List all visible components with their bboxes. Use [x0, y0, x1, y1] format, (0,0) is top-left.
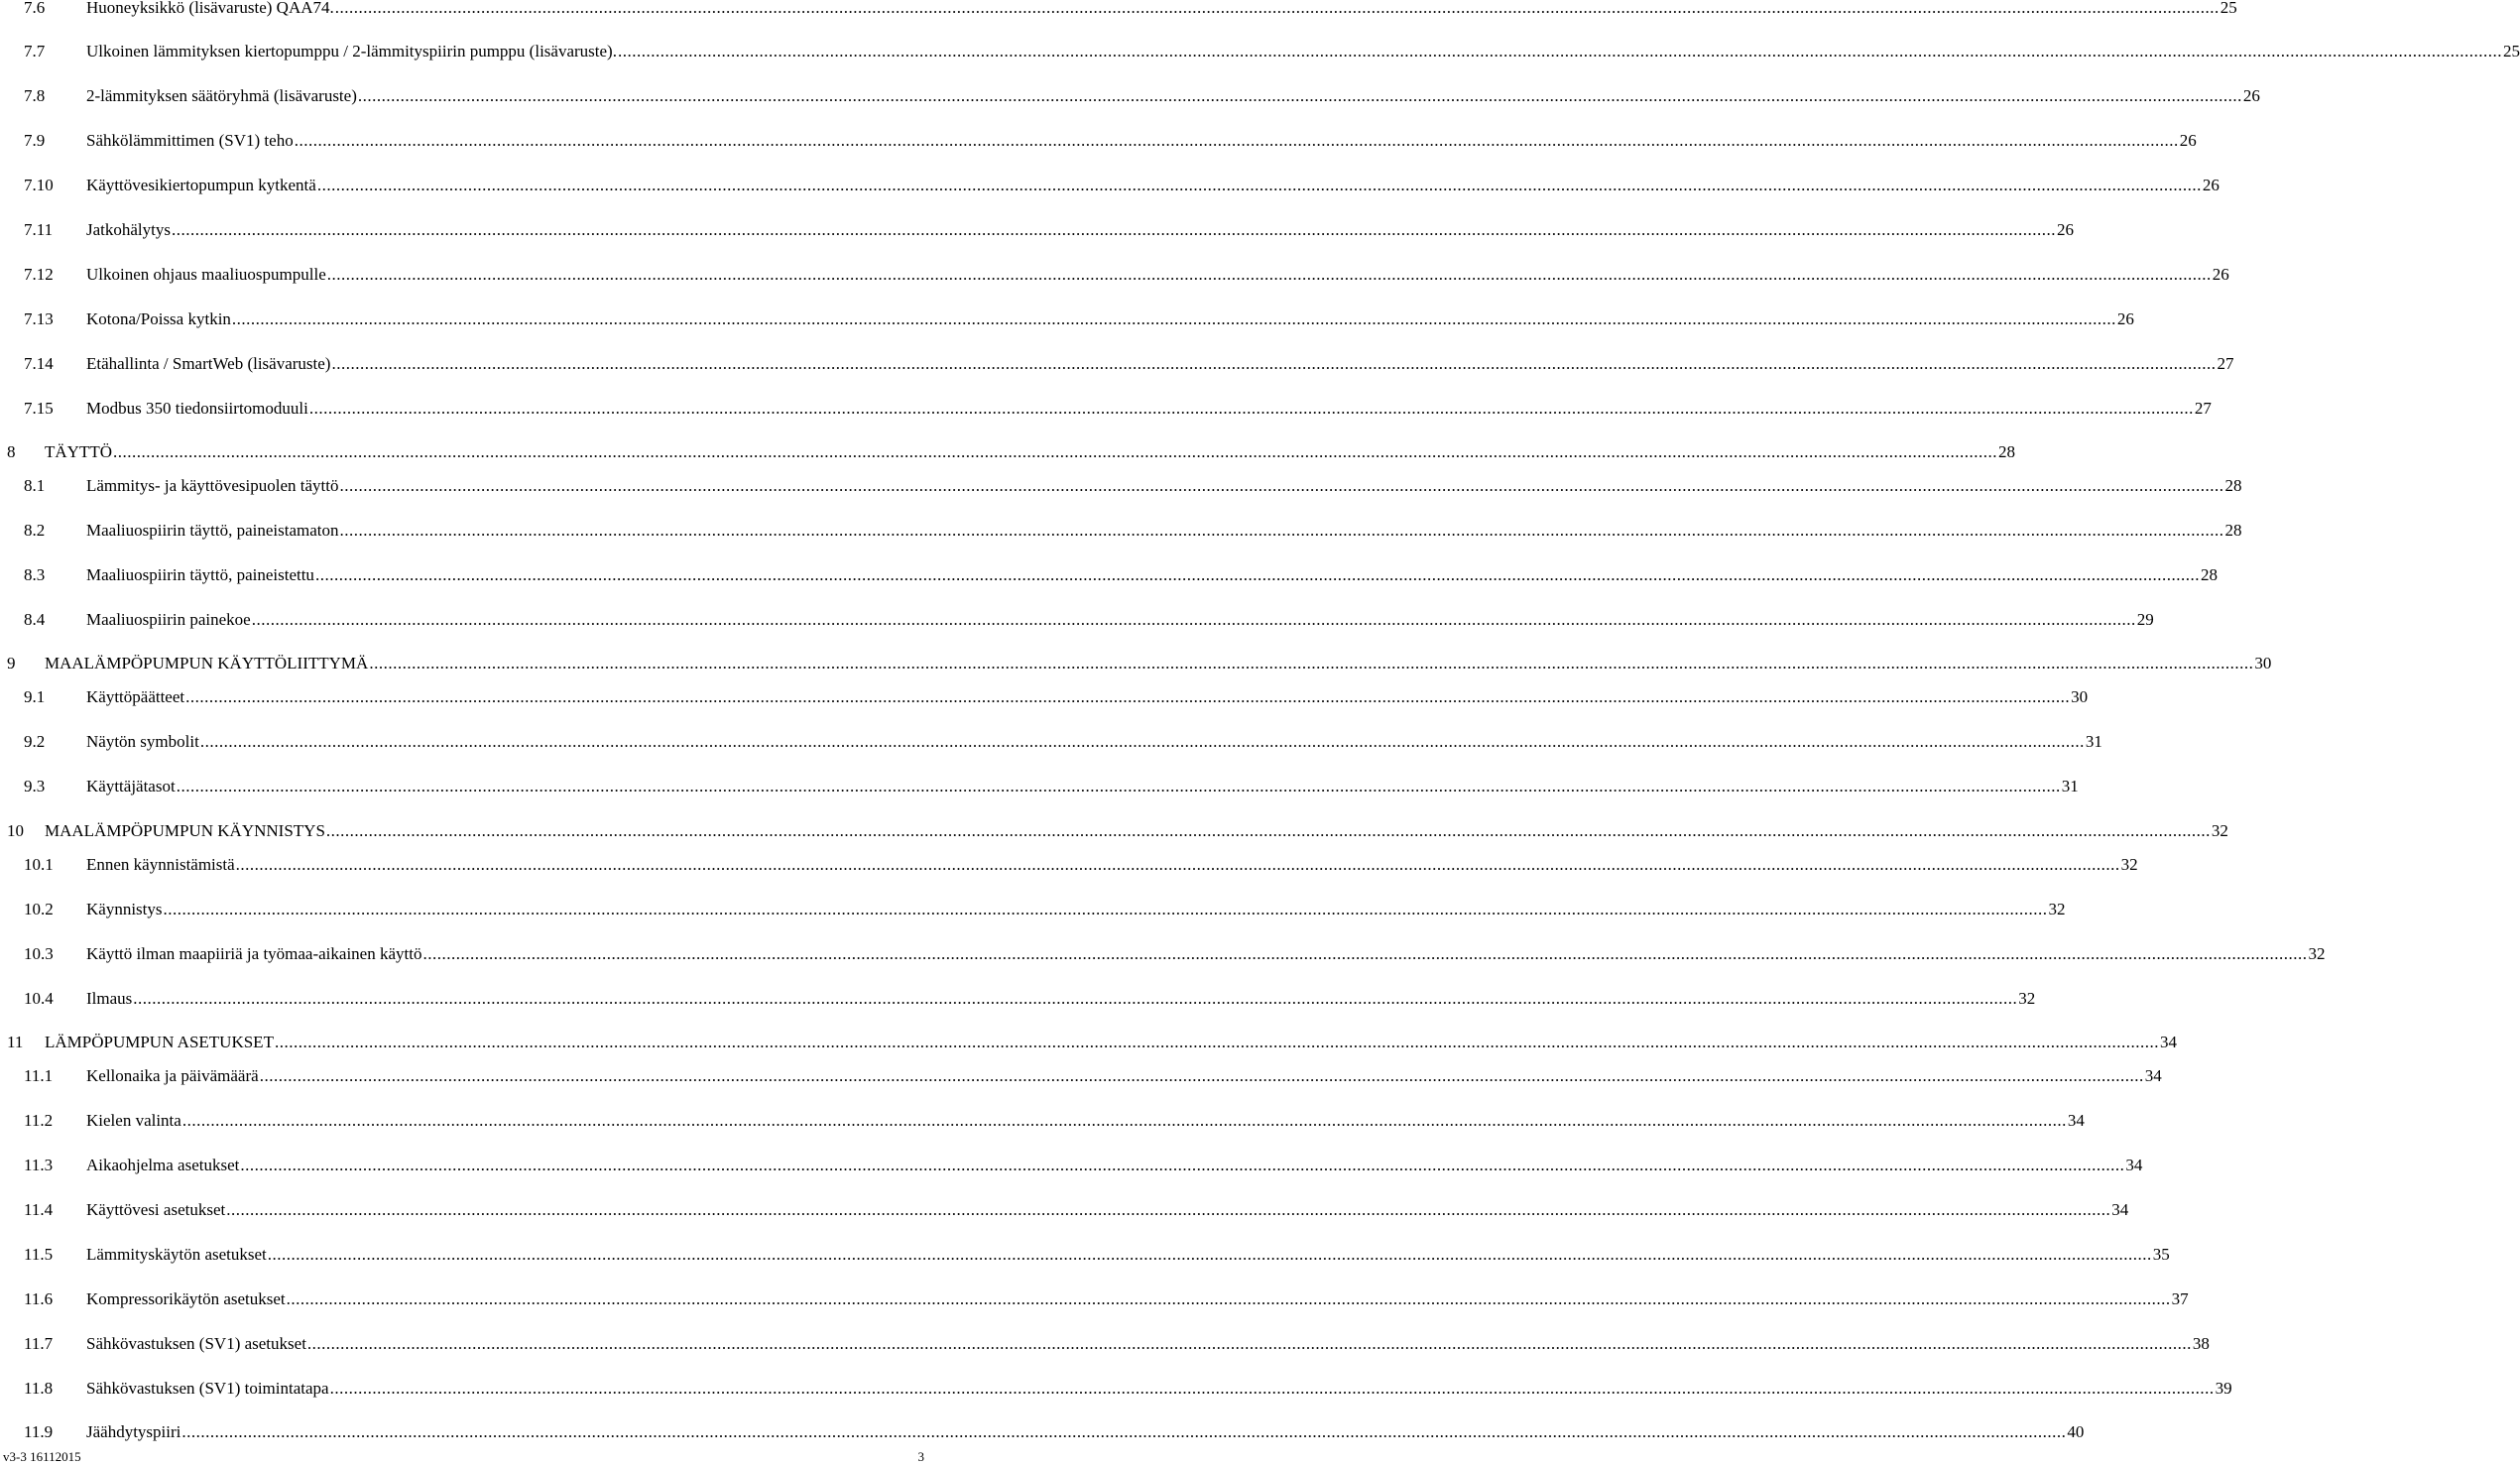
toc-entry-number: 11.4: [24, 1200, 54, 1219]
toc-entry-page: 37: [2171, 1289, 2189, 1308]
toc-entry-line: [86, 352, 2234, 376]
toc-entry-title: Käyttöpäätteet: [86, 687, 185, 706]
toc-entry-line: [86, 685, 2089, 709]
toc-dot-leader: ................................................................................................................................................................................................................................................................................................................................................................................................................: [112, 442, 1997, 461]
toc-entry-line: [86, 1420, 2085, 1444]
toc-entry-number: 9.1: [24, 687, 46, 706]
toc-entry-number: 10.3: [24, 944, 54, 963]
toc-entry-line: [86, 730, 2102, 754]
toc-entry[interactable]: [0, 608, 2154, 632]
toc-entry[interactable]: [0, 1064, 2162, 1088]
toc-entry-page: 29: [2136, 610, 2154, 629]
toc-entry-line: [86, 84, 2260, 108]
toc-entry-number: 9.2: [24, 732, 46, 751]
toc-entry[interactable]: [0, 84, 2260, 108]
toc-entry-number: 7.9: [24, 131, 46, 150]
toc-entry-number: 11.8: [24, 1379, 54, 1398]
toc-entry[interactable]: [0, 307, 2134, 331]
toc-entry-page: 34: [2144, 1066, 2162, 1085]
toc-entry-title: Kompressorikäytön asetukset: [86, 1289, 286, 1308]
toc-entry-number: 11.3: [24, 1156, 54, 1174]
toc-entry[interactable]: [0, 853, 2138, 877]
toc-entry-title: Lämmitys- ja käyttövesipuolen täyttö: [86, 476, 339, 495]
toc-entry[interactable]: [0, 218, 2074, 242]
toc-entry-line: [86, 1243, 2170, 1267]
toc-entry-title: TÄYTTÖ: [45, 442, 112, 461]
toc-entry[interactable]: [0, 174, 2220, 197]
toc-entry-page: 27: [2194, 399, 2212, 418]
toc-entry-line: [86, 1332, 2210, 1356]
toc-entry-line: [86, 987, 2036, 1011]
toc-dot-leader: ................................................................................................................................................................................................................................................................................................................................................................................................................: [316, 176, 2202, 194]
toc-entry[interactable]: [0, 942, 2326, 966]
toc-dot-leader: ................................................................................................................................................................................................................................................................................................................................................................................................................: [199, 732, 2085, 751]
toc-entry-title: 2-lämmityksen säätöryhmä (lisävaruste): [86, 86, 357, 105]
toc-entry-title: Kotona/Poissa kytkin: [86, 309, 231, 328]
toc-entry-page: 30: [2071, 687, 2089, 706]
toc-entry-line: [86, 1109, 2085, 1133]
toc-entry-title: Jäähdytyspiiri: [86, 1422, 181, 1441]
toc-entry-title: Ennen käynnistämistä: [86, 855, 235, 874]
toc-entry-title: Lämmityskäytön asetukset: [86, 1245, 267, 1264]
toc-entry-line: [86, 1198, 2129, 1222]
toc-entry[interactable]: [0, 1377, 2232, 1401]
toc-entry[interactable]: [0, 652, 2272, 675]
toc-entry-page: 39: [2215, 1379, 2232, 1398]
toc-entry-line: [86, 898, 2066, 921]
toc-entry[interactable]: [0, 1154, 2143, 1177]
toc-entry-page: 28: [2224, 476, 2242, 495]
toc-entry[interactable]: [0, 352, 2234, 376]
toc-entry-line: [86, 397, 2212, 421]
toc-entry[interactable]: [0, 898, 2066, 921]
toc-entry-line: [86, 1064, 2162, 1088]
toc-entry[interactable]: [0, 40, 2520, 63]
toc-entry-title: Kellonaika ja päivämäärä: [86, 1066, 259, 1085]
toc-entry[interactable]: [0, 1198, 2129, 1222]
toc-entry-number: 8: [7, 442, 16, 461]
toc-dot-leader: ................................................................................................................................................................................................................................................................................................................................................................................................................: [617, 42, 2502, 61]
toc-dot-leader: ................................................................................................................................................................................................................................................................................................................................................................................................................: [329, 1379, 2215, 1398]
toc-entry-number: 10.1: [24, 855, 54, 874]
toc-entry-line: [86, 608, 2154, 632]
toc-dot-leader: ................................................................................................................................................................................................................................................................................................................................................................................................................: [286, 1289, 2171, 1308]
toc-entry-page: 30: [2254, 654, 2272, 672]
toc-entry[interactable]: [0, 730, 2102, 754]
toc-entry-title: Etähallinta / SmartWeb (lisävaruste): [86, 354, 331, 373]
toc-entry[interactable]: [0, 440, 2015, 464]
toc-entry-title: Modbus 350 tiedonsiirtomoduuli: [86, 399, 308, 418]
toc-entry-line: [86, 263, 2229, 287]
toc-dot-leader: ................................................................................................................................................................................................................................................................................................................................................................................................................: [334, 0, 2220, 17]
toc-entry[interactable]: [0, 1287, 2189, 1311]
toc-entry-page: 25: [2502, 42, 2520, 61]
toc-entry-number: 7.10: [24, 176, 54, 194]
toc-entry-number: 7.6: [24, 0, 46, 17]
toc-dot-leader: ................................................................................................................................................................................................................................................................................................................................................................................................................: [133, 989, 2018, 1008]
toc-dot-leader: ................................................................................................................................................................................................................................................................................................................................................................................................................: [339, 521, 2224, 540]
toc-entry-title: Käyttö ilman maapiiriä ja työmaa-aikainen käyttö: [86, 944, 422, 963]
toc-dot-leader: ................................................................................................................................................................................................................................................................................................................................................................................................................: [369, 654, 2254, 672]
toc-entry[interactable]: [0, 519, 2242, 543]
toc-entry-number: 11.9: [24, 1422, 54, 1441]
toc-entry-number: 7.15: [24, 399, 54, 418]
toc-entry[interactable]: [0, 0, 2237, 20]
toc-entry-page: 32: [2120, 855, 2138, 874]
toc-dot-leader: ................................................................................................................................................................................................................................................................................................................................................................................................................: [231, 309, 2116, 328]
toc-entry-number: 7.11: [24, 220, 54, 239]
toc-entry-number: 11: [7, 1033, 24, 1051]
toc-entry-page: 26: [2242, 86, 2260, 105]
toc-entry-line: [86, 129, 2197, 153]
toc-entry-page: 34: [2125, 1156, 2143, 1174]
toc-entry-number: 11.2: [24, 1111, 54, 1130]
toc-entry-number: 7.7: [24, 42, 46, 61]
toc-entry-title: MAALÄMPÖPUMPUN KÄYNNISTYS: [45, 821, 325, 840]
toc-entry-title: Maaliuospiirin täyttö, paineistamaton: [86, 521, 339, 540]
toc-entry-page: 31: [2061, 777, 2079, 795]
toc-entry-title: Sähkövastuksen (SV1) toimintatapa: [86, 1379, 329, 1398]
toc-entry-page: 38: [2192, 1334, 2210, 1353]
toc-dot-leader: ................................................................................................................................................................................................................................................................................................................................................................................................................: [259, 1066, 2144, 1085]
toc-entry[interactable]: [0, 685, 2089, 709]
toc-entry-page: 34: [2159, 1033, 2177, 1051]
toc-entry[interactable]: [0, 1109, 2085, 1133]
toc-entry-line: [86, 307, 2134, 331]
toc-entry-number: 8.3: [24, 565, 46, 584]
toc-entry-number: 8.1: [24, 476, 46, 495]
toc-entry-line: [86, 0, 2237, 20]
toc-dot-leader: ................................................................................................................................................................................................................................................................................................................................................................................................................: [235, 855, 2120, 874]
toc-dot-leader: ................................................................................................................................................................................................................................................................................................................................................................................................................: [294, 131, 2179, 150]
toc-entry-page: 34: [2067, 1111, 2085, 1130]
toc-entry-page: 32: [2308, 944, 2326, 963]
toc-entry[interactable]: [0, 1031, 2177, 1054]
toc-entry-line: [45, 819, 2228, 843]
toc-entry-title: Jatkohälytys: [86, 220, 171, 239]
toc-entry[interactable]: [0, 987, 2036, 1011]
toc-entry-page: 26: [2202, 176, 2220, 194]
toc-dot-leader: ................................................................................................................................................................................................................................................................................................................................................................................................................: [331, 354, 2217, 373]
toc-entry-page: 40: [2067, 1422, 2085, 1441]
toc-entry-page: 27: [2217, 354, 2234, 373]
toc-entry[interactable]: [0, 1243, 2170, 1267]
toc-entry-line: [86, 1154, 2143, 1177]
toc-entry-title: Käyttövesikiertopumpun kytkentä: [86, 176, 316, 194]
toc-dot-leader: ................................................................................................................................................................................................................................................................................................................................................................................................................: [172, 220, 2056, 239]
toc-entry-title: Kielen valinta: [86, 1111, 181, 1130]
toc-entry-title: Maaliuospiirin täyttö, paineistettu: [86, 565, 314, 584]
toc-entry-title: Sähkölämmittimen (SV1) teho: [86, 131, 294, 150]
toc-entry-number: 7.14: [24, 354, 54, 373]
toc-entry-page: 26: [2179, 131, 2197, 150]
toc-entry-page: 32: [2211, 821, 2228, 840]
toc-entry-number: 11.6: [24, 1289, 54, 1308]
toc-dot-leader: ................................................................................................................................................................................................................................................................................................................................................................................................................: [308, 399, 2194, 418]
toc-entry[interactable]: [0, 775, 2079, 798]
toc-entry[interactable]: [0, 397, 2212, 421]
toc-dot-leader: ................................................................................................................................................................................................................................................................................................................................................................................................................: [306, 1334, 2192, 1353]
toc-entry-title: Näytön symbolit: [86, 732, 199, 751]
toc-entry-title: Käyttövesi asetukset: [86, 1200, 226, 1219]
toc-entry-line: [86, 1377, 2232, 1401]
toc-entry-title: Maaliuospiirin painekoe: [86, 610, 251, 629]
toc-entry-page: 31: [2085, 732, 2102, 751]
toc-entry-line: [45, 652, 2272, 675]
toc-entry-line: [86, 942, 2326, 966]
toc-entry-line: [86, 218, 2074, 242]
toc-entry-title: LÄMPÖPUMPUN ASETUKSET: [45, 1033, 274, 1051]
toc-entry-title: Aikaohjelma asetukset: [86, 1156, 240, 1174]
toc-entry-number: 10.4: [24, 989, 54, 1008]
toc-dot-leader: ................................................................................................................................................................................................................................................................................................................................................................................................................: [251, 610, 2136, 629]
toc-entry-line: [86, 519, 2242, 543]
toc-dot-leader: ................................................................................................................................................................................................................................................................................................................................................................................................................: [422, 944, 2308, 963]
toc-entry-line: [86, 853, 2138, 877]
page-footer: [0, 1448, 952, 1466]
toc-dot-leader: ................................................................................................................................................................................................................................................................................................................................................................................................................: [339, 476, 2224, 495]
toc-entry-number: 7.12: [24, 265, 54, 284]
toc-entry-title: Käynnistys: [86, 900, 163, 918]
toc-dot-leader: ................................................................................................................................................................................................................................................................................................................................................................................................................: [163, 900, 2048, 918]
toc-entry-title: Sähkövastuksen (SV1) asetukset: [86, 1334, 306, 1353]
toc-entry[interactable]: [0, 129, 2197, 153]
toc-entry-line: [86, 1287, 2189, 1311]
footer-version: v3-3 16112015: [3, 1449, 81, 1464]
toc-entry[interactable]: [0, 1332, 2210, 1356]
toc-dot-leader: ................................................................................................................................................................................................................................................................................................................................................................................................................: [274, 1033, 2159, 1051]
toc-entry-page: 28: [2200, 565, 2218, 584]
toc-entry[interactable]: [0, 263, 2229, 287]
toc-entry-line: [86, 563, 2218, 587]
toc-entry-number: 9.3: [24, 777, 46, 795]
toc-entry[interactable]: [0, 1420, 2085, 1444]
toc-entry-page: 28: [2224, 521, 2242, 540]
footer-page-number: 3: [917, 1449, 924, 1464]
toc-entry-line: [86, 775, 2079, 798]
toc-entry-number: 8.2: [24, 521, 46, 540]
toc-entry-page: 28: [1997, 442, 2015, 461]
toc-entry-page: 25: [2220, 0, 2237, 17]
toc-entry-page: 26: [2212, 265, 2229, 284]
toc-entry-page: 32: [2048, 900, 2066, 918]
toc-dot-leader: ................................................................................................................................................................................................................................................................................................................................................................................................................: [226, 1200, 2111, 1219]
toc-entry-number: 8.4: [24, 610, 46, 629]
toc-entry-title: Ulkoinen ohjaus maaliuospumpulle: [86, 265, 326, 284]
toc-dot-leader: ................................................................................................................................................................................................................................................................................................................................................................................................................: [185, 687, 2071, 706]
toc-dot-leader: ................................................................................................................................................................................................................................................................................................................................................................................................................: [326, 265, 2212, 284]
toc-entry-number: 10.2: [24, 900, 54, 918]
toc-entry-title: Ulkoinen lämmityksen kiertopumppu / 2-lämmityspiirin pumppu (lisävaruste).: [86, 42, 617, 61]
toc-entry-number: 11.5: [24, 1245, 54, 1264]
toc-entry-title: Huoneyksikkö (lisävaruste) QAA74.: [86, 0, 334, 17]
toc-dot-leader: ................................................................................................................................................................................................................................................................................................................................................................................................................: [181, 1422, 2067, 1441]
toc-entry-line: [86, 40, 2520, 63]
toc-dot-leader: ................................................................................................................................................................................................................................................................................................................................................................................................................: [357, 86, 2242, 105]
toc-dot-leader: ................................................................................................................................................................................................................................................................................................................................................................................................................: [267, 1245, 2152, 1264]
toc-entry-number: 9: [7, 654, 16, 672]
toc-entry[interactable]: [0, 474, 2242, 498]
toc-entry-title: MAALÄMPÖPUMPUN KÄYTTÖLIITTYMÄ: [45, 654, 369, 672]
toc-entry-line: [45, 440, 2015, 464]
toc-entry-page: 34: [2111, 1200, 2129, 1219]
toc-entry-line: [45, 1031, 2177, 1054]
toc-dot-leader: ................................................................................................................................................................................................................................................................................................................................................................................................................: [314, 565, 2200, 584]
toc-entry-number: 10: [7, 821, 24, 840]
toc-entry-page: 26: [2057, 220, 2074, 239]
toc-entry-line: [86, 474, 2242, 498]
toc-dot-leader: ................................................................................................................................................................................................................................................................................................................................................................................................................: [181, 1111, 2067, 1130]
toc-entry[interactable]: [0, 563, 2218, 587]
toc-entry-number: 7.8: [24, 86, 46, 105]
toc-entry[interactable]: [0, 819, 2228, 843]
toc-dot-leader: ................................................................................................................................................................................................................................................................................................................................................................................................................: [240, 1156, 2125, 1174]
toc-entry-number: 11.7: [24, 1334, 54, 1353]
toc-entry-number: 7.13: [24, 309, 54, 328]
toc-entry-number: 11.1: [24, 1066, 54, 1085]
toc-entry-page: 35: [2152, 1245, 2170, 1264]
toc-entry-page: 32: [2018, 989, 2036, 1008]
toc-dot-leader: ................................................................................................................................................................................................................................................................................................................................................................................................................: [325, 821, 2211, 840]
toc-entry-title: Käyttäjätasot: [86, 777, 176, 795]
toc-entry-line: [86, 174, 2220, 197]
toc-dot-leader: ................................................................................................................................................................................................................................................................................................................................................................................................................: [176, 777, 2061, 795]
toc-entry-page: 26: [2116, 309, 2134, 328]
toc-entry-title: Ilmaus: [86, 989, 133, 1008]
